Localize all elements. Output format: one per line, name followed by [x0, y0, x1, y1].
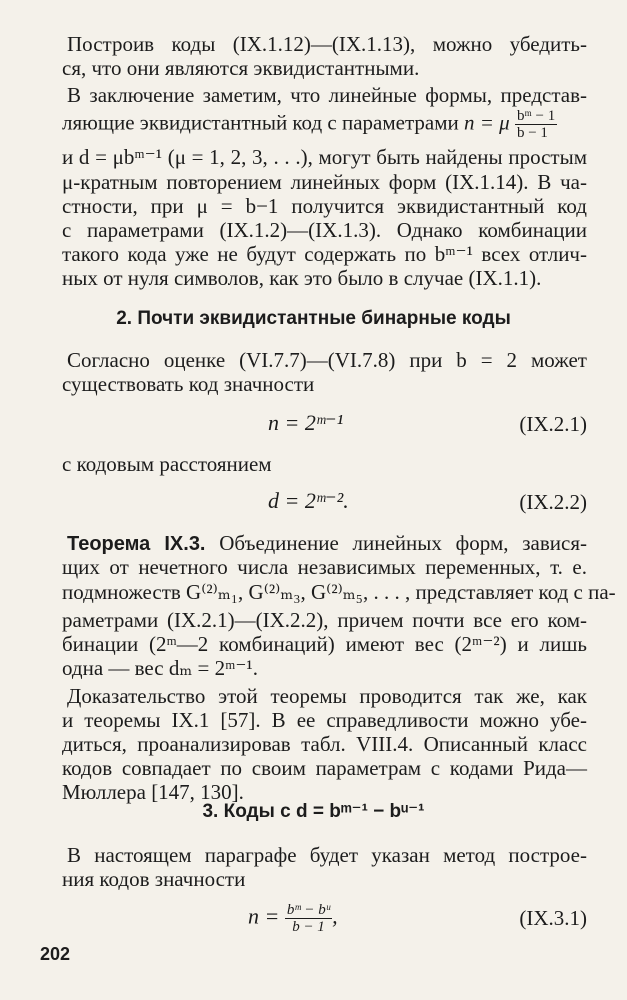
text-line: диться, проанализировав табл. VIII.4. Описанный класс: [62, 732, 587, 756]
fraction-numerator: bᵐ − 1: [516, 108, 556, 124]
equation-number: (IX.3.1): [519, 906, 587, 930]
section-heading: 2. Почти эквидистантные бинарные коды: [116, 308, 511, 329]
text-line: В заключение заметим, что линейные формы, представ-: [67, 83, 587, 107]
text-fragment: ляющие эквидистантный код с параметрами: [62, 110, 464, 135]
theorem-line: [67, 531, 587, 556]
text-line: кодов совпадает по своим параметрам с кодами Рида—: [62, 756, 587, 780]
equation: [248, 902, 338, 935]
text-line: бинации (2ᵐ—2 комбинаций) имеют вес (2ᵐ⁻²) и лишь: [62, 632, 587, 656]
text-line: подмножеств G⁽²⁾ₘ₁, G⁽²⁾ₘ₃, G⁽²⁾ₘ₅, . . . , представляет код с па-: [62, 580, 616, 604]
text-line: с параметрами (IX.1.2)—(IX.1.3). Однако комбинации: [62, 218, 587, 242]
equation-number: (IX.2.2): [519, 490, 587, 514]
text-fragment: Объединение линейных форм, завися-: [205, 531, 587, 555]
text-line: щих от нечетного числа независимых переменных, т. е.: [62, 555, 587, 579]
equation-number: (IX.2.1): [519, 412, 587, 436]
equation-lhs: n =: [248, 903, 280, 929]
text-line: Мюллера [147, 130].: [62, 780, 244, 804]
text-line: стности, при μ = b−1 получится эквидистантный код: [62, 194, 587, 218]
equation: d = 2ᵐ⁻².: [268, 488, 349, 513]
text-line: существовать код значности: [62, 372, 315, 396]
text-line: Доказательство этой теоремы проводится так же, как: [67, 684, 587, 708]
formula-n: n = μ: [463, 110, 510, 135]
text-line: Согласно оценке (VI.7.7)—(VI.7.8) при b = 2 может: [67, 348, 587, 372]
text-line: и теоремы IX.1 [57]. В ее справедливости можно убе-: [62, 708, 587, 732]
section-heading: 3. Коды с d = bᵐ⁻¹ − bᵘ⁻¹: [202, 801, 425, 822]
text-line: Построив коды (IX.1.12)—(IX.1.13), можно убедить-: [67, 32, 587, 56]
fraction-denominator: b − 1: [516, 125, 548, 141]
text-line: μ-кратным повторением линейных форм (IX.1.14). В ча-: [62, 170, 587, 194]
fraction-numerator: bᵐ − bᵘ: [286, 902, 331, 918]
fraction: [515, 108, 557, 141]
text-line: и d = μbᵐ⁻¹ (μ = 1, 2, 3, . . .), могут быть найдены простым: [62, 145, 587, 169]
equation-tail: ,: [332, 903, 338, 929]
text-line: ся, что они являются эквидистантными.: [62, 56, 420, 80]
text-line: такого кода уже не будут содержать по bᵐ⁻¹ всех отлич-: [62, 242, 587, 266]
fraction-denominator: b − 1: [292, 919, 325, 935]
text-line: одна — вес dₘ = 2ᵐ⁻¹.: [62, 656, 258, 680]
fraction: [285, 902, 332, 935]
text-line: ния кодов значности: [62, 867, 246, 891]
text-line: В настоящем параграфе будет указан метод построе-: [67, 843, 587, 867]
page-number: 202: [40, 944, 71, 964]
text-line: [62, 108, 587, 141]
text-line: раметрами (IX.2.1)—(IX.2.2), причем почти все его ком-: [62, 608, 587, 632]
theorem-label: Теорема IX.3.: [67, 533, 206, 555]
text-line: ных от нуля символов, как это было в случае (IX.1.1).: [62, 266, 542, 290]
text-line: с кодовым расстоянием: [62, 452, 272, 476]
equation: n = 2ᵐ⁻¹: [268, 410, 344, 435]
